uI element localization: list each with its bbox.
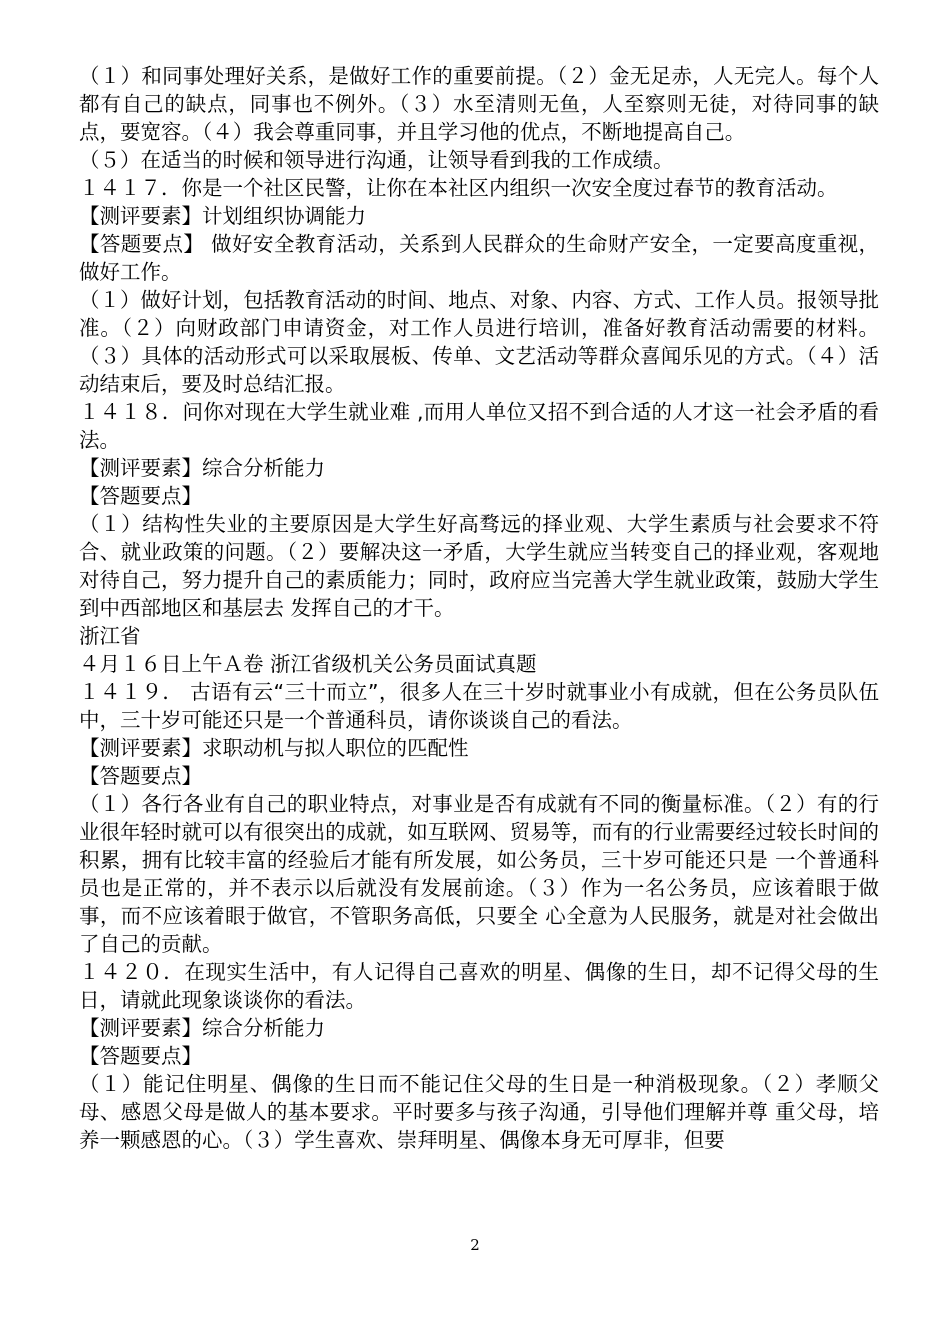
answer-points: 【答题要点】	[79, 484, 202, 508]
question-1420: １４２０．在现实生活中，有人记得自己喜欢的明星、偶像的生日，却不记得父母的生 日，请就此现象谈谈你的看法。	[79, 960, 879, 1012]
paragraph: （５）在适当的时候和领导进行沟通，让领导看到我的工作成绩。	[79, 148, 674, 172]
paragraph: （１）和同事处理好关系，是做好工作的重要前提。（２）金无足赤，人无完人。每个人都有自己的缺点，同事也不例外。（３）水至清则无鱼，人至察则无徒，对待同事的缺点，要宽容。（４）我会尊重同事，并且学习他的优点，不断地提高自己。	[79, 64, 879, 144]
evaluation-criteria: 【测评要素】综合分析能力	[79, 456, 325, 480]
paragraph: （１）结构性失业的主要原因是大学生好高骛远的择业观、大学生素质与社会要求不符合、就业政策的问题。（２）要解决这一矛盾，大学生就应当转变自己的择业观，客观地对待自己，努力提升自己的素质能力；同时，政府应当完善大学生就业政策，鼓励大学生到中西部地区和基层去 发挥自己的才干。	[79, 512, 879, 620]
evaluation-criteria: 【测评要素】计划组织协调能力	[79, 204, 366, 228]
document-body	[79, 62, 879, 1154]
section-heading-exam: ４月１６日上午Ａ卷 浙江省级机关公务员面试真题	[79, 652, 537, 676]
question-1418: １４１８．问你对现在大学生就业难 ,而用人单位又招不到合适的人才这一社会矛盾的看法。	[79, 400, 879, 452]
answer-points: 【答题要点】	[79, 764, 202, 788]
paragraph: （１）能记住明星、偶像的生日而不能记住父母的生日是一种消极现象。（２）孝顺父母、感恩父母是做人的基本要求。平时要多与孩子沟通，引导他们理解并尊 重父母，培养一颗感恩的心。（３）学生喜欢、崇拜明星、偶像本身无可厚非，但要	[79, 1072, 879, 1152]
evaluation-criteria: 【测评要素】综合分析能力	[79, 1016, 325, 1040]
paragraph: （１）做好计划，包括教育活动的时间、地点、对象、内容、方式、工作人员。报领导批准。（２）向财政部门申请资金，对工作人员进行培训，准备好教育活动需要的材料。（３）具体的活动形式可以采取展板、传单、文艺活动等群众喜闻乐见的方式。（４）活动结束后，要及时总结汇报。	[79, 288, 879, 396]
page-number: 2	[470, 1236, 480, 1254]
evaluation-criteria: 【测评要素】求职动机与拟人职位的匹配性	[79, 736, 469, 760]
question-1419: １４１９． 古语有云“三十而立”，很多人在三十岁时就事业小有成就，但在公务员队伍 中，三十岁可能还只是一个普通科员，请你谈谈自己的看法。	[79, 680, 879, 732]
answer-points: 【答题要点】 做好安全教育活动，关系到人民群众的生命财产安全，一定要高度重视，做好工作。	[79, 232, 879, 284]
paragraph: （１）各行各业有自己的职业特点，对事业是否有成就有不同的衡量标准。（２）有的行业很年轻时就可以有很突出的成就，如互联网、贸易等，而有的行业需要经过较长时间的积累，拥有比较丰富的经验后才能有所发展，如公务员，三十岁可能还只是 一个普通科员也是正常的，并不表示以后就没有发展前途。（３）作为一名公务员，应该着眼于做事，而不应该着眼于做官，不管职务高低，只要全 心全意为人民服务，就是对社会做出了自己的贡献。	[79, 792, 879, 956]
answer-points: 【答题要点】	[79, 1044, 202, 1068]
question-1417: １４１７．你是一个社区民警，让你在本社区内组织一次安全度过春节的教育活动。	[79, 176, 838, 200]
section-heading-province: 浙江省	[79, 624, 141, 648]
